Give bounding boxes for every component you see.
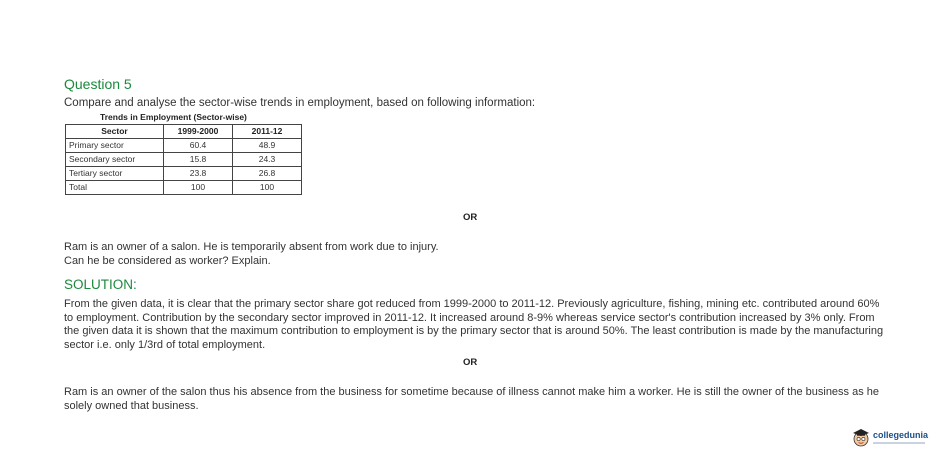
table-cell-sector: Tertiary sector	[66, 167, 164, 181]
table-cell-value: 60.4	[164, 139, 233, 153]
table-cell-value: 48.9	[233, 139, 302, 153]
table-cell-value: 100	[164, 181, 233, 195]
table-row	[66, 139, 302, 153]
solution-paragraph: From the given data, it is clear that the primary sector share got reduced from 1999-2000 to 2011-12. Previously agriculture, fishing, mining etc. contributed around 60% to employment. Contribution by the secondary sector improved in 2011-12. It increased around 8-9% whereas service sector's contribution increased by 3% only. From the given data it is shown that the maximum contribution to employment is by the primary sector that is around 50%. The least contribution is made by the manufacturing sector i.e. only 1/3rd of total employment.	[64, 298, 884, 351]
alt-question-line: Can he be considered as worker? Explain.	[64, 254, 271, 267]
header-1999-2000: 1999-2000	[164, 125, 233, 139]
table-header-row	[66, 125, 302, 139]
table-row	[66, 181, 302, 195]
logo-text: collegedunia	[873, 430, 929, 440]
table-row	[66, 167, 302, 181]
solution-title: SOLUTION:	[64, 277, 137, 292]
table-caption: Trends in Employment (Sector-wise)	[100, 112, 247, 122]
graduate-mascot-icon	[851, 427, 871, 447]
header-2011-12: 2011-12	[233, 125, 302, 139]
table-cell-sector: Primary sector	[66, 139, 164, 153]
table-cell-sector: Total	[66, 181, 164, 195]
table-cell-sector: Secondary sector	[66, 153, 164, 167]
question-text: Compare and analyse the sector-wise trends in employment, based on following information:	[64, 97, 536, 109]
or-divider: OR	[463, 357, 478, 368]
alt-question	[64, 241, 439, 268]
table-cell-value: 100	[233, 181, 302, 195]
table-cell-value: 15.8	[164, 153, 233, 167]
alt-question-line: Ram is an owner of a salon. He is temporarily absent from work due to injury.	[64, 241, 439, 253]
employment-table	[65, 124, 302, 195]
table-cell-value: 24.3	[233, 153, 302, 167]
table-row	[66, 153, 302, 167]
logo-wordmark	[873, 430, 928, 444]
collegedunia-logo[interactable]	[851, 426, 928, 448]
question-title: Question 5	[64, 76, 132, 92]
header-sector: Sector	[66, 125, 164, 139]
logo-tagline-bar	[873, 442, 925, 444]
or-divider: OR	[463, 212, 478, 223]
table-cell-value: 26.8	[233, 167, 302, 181]
solution-paragraph: Ram is an owner of the salon thus his absence from the business for sometime because of illness cannot make him a worker. He is still the owner of the business as he solely owned that business.	[64, 386, 880, 412]
table-cell-value: 23.8	[164, 167, 233, 181]
